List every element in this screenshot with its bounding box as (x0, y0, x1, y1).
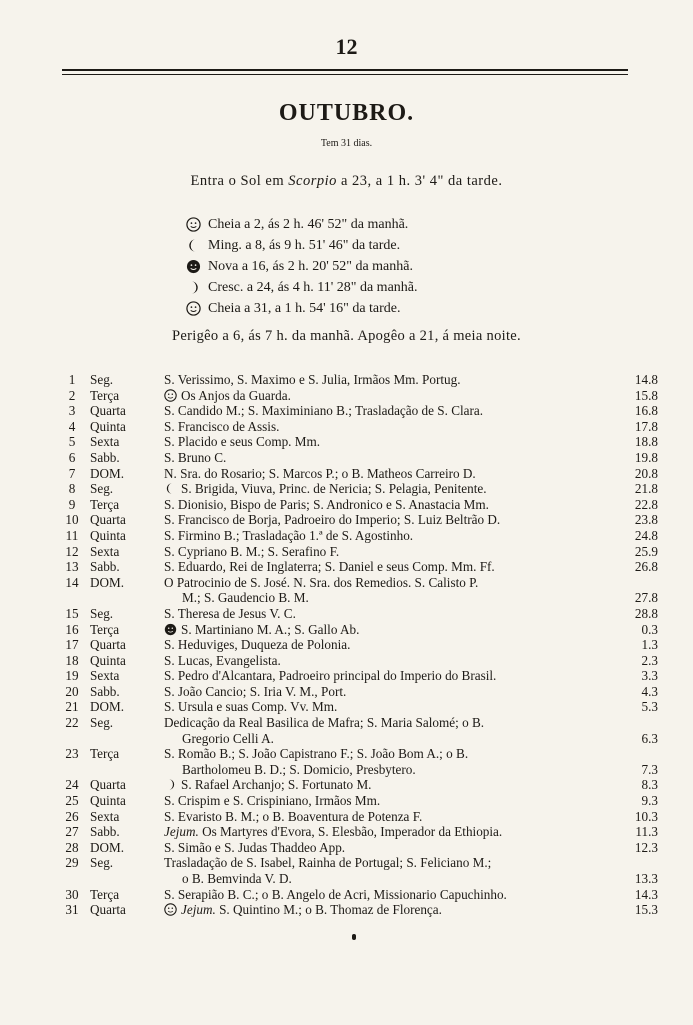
tide-text: 16.8 (634, 403, 658, 419)
saints-text: S. João Cancio; S. Iria V. M., Port. (164, 683, 347, 699)
full-moon-icon (186, 217, 201, 232)
tide-value (608, 372, 658, 388)
calendar-row (58, 559, 658, 575)
saints-entry (160, 684, 608, 700)
weekday: Quarta (90, 403, 126, 419)
saints-line (164, 684, 346, 699)
day-number: 4 (68, 418, 76, 434)
saints-text: M.; S. Gaudencio B. M. (182, 590, 309, 606)
day-number: 18 (65, 652, 79, 668)
weekday: Seg. (90, 481, 114, 497)
moon-phase-row (186, 256, 516, 277)
perigee-apogee: Perigêo a 6, ás 7 h. da manhã. Apogêo a 21, á meia noite. (172, 328, 521, 344)
tide-text: 7.3 (641, 761, 658, 777)
calendar-row (58, 855, 658, 886)
saints-line (164, 512, 500, 527)
tide-value (608, 544, 658, 560)
weekday: Sabb. (90, 449, 120, 465)
tide-value (608, 419, 658, 435)
tide-text: 23.8 (634, 512, 658, 528)
day-number: 20 (65, 683, 79, 699)
saints-text: Trasladação de S. Isabel, Rainha de Portugal; S. Feliciano M.; (164, 855, 492, 871)
day-number: 8 (68, 481, 76, 497)
tide-text: 25.9 (634, 543, 658, 559)
day-number: 2 (68, 387, 76, 403)
saints-line (164, 762, 602, 778)
tide-value (608, 388, 658, 404)
saints-entry (160, 824, 608, 840)
saints-text: S. Heduviges, Duqueza de Polonia. (164, 637, 351, 653)
new-moon-icon (164, 623, 177, 636)
weekday: Terça (90, 496, 120, 512)
calendar-row (58, 497, 658, 513)
sun-entry-suffix: a 23, a 1 h. 3' 4" da tarde. (341, 173, 503, 189)
saints-entry (160, 793, 608, 809)
saints-text: S. Ursula e suas Comp. Vv. Mm. (164, 699, 338, 715)
weekday: Sexta (90, 543, 120, 559)
moon-phase-row (186, 235, 516, 256)
saints-entry (160, 528, 608, 544)
saints-line (164, 668, 496, 683)
calendar-row (58, 653, 658, 669)
tide-text: 6.3 (641, 730, 658, 746)
saints-text: Dedicação da Real Basilica de Mafra; S. Maria Salomé; o B. (164, 715, 485, 731)
day-number: 5 (68, 434, 76, 450)
tide-value (608, 777, 658, 793)
saints-text: S. Francisco de Assis. (164, 418, 280, 434)
calendar-row (58, 528, 658, 544)
weekday: Quinta (90, 793, 126, 809)
weekday: Quinta (90, 418, 126, 434)
full-moon-icon (164, 389, 177, 402)
footer-mark (352, 934, 356, 940)
calendar-row (58, 777, 658, 793)
saints-text: O Patrocinio de S. José. N. Sra. dos Remedios. S. Calisto P. (164, 574, 479, 590)
last-quarter-icon (164, 482, 177, 495)
tide-value (608, 824, 658, 840)
calendar-row (58, 481, 658, 497)
saints-text: S. Bruno C. (164, 449, 227, 465)
saints-entry (160, 622, 608, 638)
saints-entry (160, 809, 608, 825)
weekday: Terça (90, 746, 120, 762)
saints-text: Bartholomeu B. D.; S. Domicio, Presbytero. (182, 761, 416, 777)
tide-value (608, 559, 658, 575)
tide-text: 12.3 (634, 839, 658, 855)
saints-entry (160, 450, 608, 466)
calendar-row (58, 450, 658, 466)
saints-entry (160, 715, 608, 746)
day-number: 9 (68, 496, 76, 512)
saints-entry (160, 653, 608, 669)
calendar-row (58, 544, 658, 560)
saints-line (164, 481, 487, 496)
tide-text: 5.3 (641, 699, 658, 715)
day-number: 13 (65, 559, 79, 575)
tide-text: 14.3 (634, 886, 658, 902)
saints-entry (160, 481, 608, 497)
saints-line (164, 466, 476, 481)
calendar-row (58, 512, 658, 528)
moon-phase-text: Cheia a 2, ás 2 h. 46' 52" da manhã. (208, 217, 409, 232)
calendar-row (58, 746, 658, 777)
tide-value (608, 668, 658, 684)
calendar-row (58, 434, 658, 450)
tide-value (608, 434, 658, 450)
day-number: 22 (65, 715, 79, 731)
tide-value (608, 840, 658, 856)
calendar-row (58, 575, 658, 606)
saints-entry (160, 512, 608, 528)
saints-entry (160, 388, 608, 404)
sun-entry-prefix: Entra o Sol em (190, 173, 285, 189)
weekday: Sexta (90, 668, 120, 684)
saints-line (164, 544, 339, 559)
tide-text: 19.8 (634, 449, 658, 465)
saints-line (164, 887, 507, 902)
saints-line (164, 450, 226, 465)
saints-line (164, 622, 359, 637)
saints-text: S. Romão B.; S. João Capistrano F.; S. João Bom A.; o B. (164, 746, 469, 762)
saints-entry (160, 372, 608, 388)
day-number: 16 (65, 621, 79, 637)
day-number: 17 (65, 637, 79, 653)
calendar-row (58, 466, 658, 482)
saints-line (164, 871, 602, 887)
saints-line (164, 715, 484, 730)
saints-text: S. Rafael Archanjo; S. Fortunato M. (181, 777, 372, 793)
weekday: DOM. (90, 839, 125, 855)
calendar-row (58, 809, 658, 825)
calendar-row (58, 637, 658, 653)
calendar-row (58, 419, 658, 435)
saints-text: Os Martyres d'Evora, S. Elesbão, Imperador da Ethiopia. (202, 824, 503, 840)
tide-text: 13.3 (634, 871, 658, 886)
weekday: Quarta (90, 637, 126, 653)
weekday: DOM. (90, 465, 125, 481)
saints-line (164, 731, 602, 747)
saints-text: o B. Bemvinda V. D. (182, 871, 292, 886)
saints-line (164, 388, 291, 403)
saints-line (164, 746, 468, 761)
weekday: Quarta (90, 902, 126, 918)
day-number: 29 (65, 855, 79, 871)
saints-text: S. Evaristo B. M.; o B. Boaventura de Potenza F. (164, 808, 423, 824)
tide-text: 17.8 (634, 418, 658, 434)
saints-text: S. Brigida, Viuva, Princ. de Nericia; S. Pelagia, Penitente. (181, 481, 487, 497)
weekday: Seg. (90, 372, 114, 387)
day-number: 1 (68, 372, 76, 387)
calendar-row (58, 824, 658, 840)
weekday: Quarta (90, 777, 126, 793)
saints-line (164, 793, 380, 808)
saints-entry (160, 497, 608, 513)
zodiac-sign: Scorpio (288, 173, 337, 189)
day-number: 14 (65, 574, 79, 590)
saints-text: S. Crispim e S. Crispiniano, Irmãos Mm. (164, 793, 381, 809)
weekday: Sexta (90, 434, 120, 450)
saints-text: S. Pedro d'Alcantara, Padroeiro principal do Imperio do Brasil. (164, 668, 497, 684)
tide-value (608, 622, 658, 638)
tide-value (608, 637, 658, 653)
tide-text: 8.3 (641, 777, 658, 793)
tide-value (608, 715, 658, 746)
saints-entry (160, 777, 608, 793)
tide-value (608, 653, 658, 669)
tide-value (608, 809, 658, 825)
tide-text: 1.3 (641, 637, 658, 653)
saints-line (164, 528, 413, 543)
saints-text: Gregorio Celli A. (182, 730, 274, 746)
saints-line (164, 434, 320, 449)
saints-line (164, 699, 337, 714)
saints-entry (160, 544, 608, 560)
weekday: Sexta (90, 808, 120, 824)
tide-text: 2.3 (641, 652, 658, 668)
tide-value (608, 699, 658, 715)
saints-line (164, 497, 489, 512)
tide-text: 4.3 (641, 683, 658, 699)
calendar-row (58, 668, 658, 684)
saints-line (164, 419, 279, 434)
calendar-row (58, 715, 658, 746)
day-number: 11 (65, 527, 79, 543)
calendar-row (58, 902, 658, 918)
tide-text: 15.3 (634, 902, 658, 918)
tide-text: 22.8 (634, 496, 658, 512)
saints-text: S. Francisco de Borja, Padroeiro do Imperio; S. Luiz Beltrão D. (164, 512, 501, 528)
day-number: 19 (65, 668, 79, 684)
weekday: Quinta (90, 527, 126, 543)
weekday: Seg. (90, 855, 114, 871)
saints-entry (160, 434, 608, 450)
tide-value (608, 684, 658, 700)
saints-entry (160, 419, 608, 435)
tide-value (608, 606, 658, 622)
saints-text: S. Simão e S. Judas Thaddeo App. (164, 839, 346, 855)
tide-text: 24.8 (634, 527, 658, 543)
weekday: Sabb. (90, 824, 120, 840)
saints-line (164, 824, 502, 839)
saints-line (164, 606, 296, 621)
saints-entry (160, 668, 608, 684)
saints-entry (160, 637, 608, 653)
tide-text: 28.8 (634, 605, 658, 621)
day-number: 15 (65, 605, 79, 621)
saints-text: S. Theresa de Jesus V. C. (164, 605, 296, 621)
weekday: Terça (90, 621, 120, 637)
days-count: Tem 31 dias. (320, 138, 373, 149)
tide-text: 15.8 (634, 387, 658, 403)
tide-value (608, 403, 658, 419)
day-number: 7 (68, 465, 76, 481)
saints-line (164, 590, 602, 606)
tide-value (608, 528, 658, 544)
tide-value (608, 855, 658, 886)
saints-line (164, 809, 422, 824)
saints-text: S. Dionisio, Bispo de Paris; S. Andronico e S. Anastacia Mm. (164, 496, 489, 512)
calendar-row (58, 388, 658, 404)
calendar-row (58, 684, 658, 700)
calendar-row (58, 403, 658, 419)
moon-phase-row (186, 298, 516, 319)
saints-text: S. Placido e seus Comp. Mm. (164, 434, 321, 450)
saints-text: S. Martiniano M. A.; S. Gallo Ab. (181, 621, 360, 637)
calendar-row (58, 606, 658, 622)
saints-text: S. Candido M.; S. Maximiniano B.; Trasladação de S. Clara. (164, 403, 484, 419)
saints-line (164, 559, 495, 574)
day-number: 21 (65, 699, 79, 715)
tide-text: 26.8 (634, 559, 658, 575)
moon-phase-row (186, 214, 516, 235)
tide-value (608, 512, 658, 528)
saints-text: S. Verissimo, S. Maximo e S. Julia, Irmãos Mm. Portug. (164, 372, 461, 387)
day-number: 24 (65, 777, 79, 793)
saints-line (164, 840, 345, 855)
saints-entry (160, 699, 608, 715)
weekday: Quinta (90, 652, 126, 668)
full-moon-icon (164, 903, 177, 916)
tide-text: 27.8 (634, 590, 658, 606)
saints-line (164, 637, 350, 652)
moon-phase-row (186, 277, 516, 298)
saints-line (164, 653, 281, 668)
new-moon-icon (186, 259, 201, 274)
day-number: 10 (65, 512, 79, 528)
day-number: 23 (65, 746, 79, 762)
day-number: 26 (65, 808, 79, 824)
tide-value (608, 450, 658, 466)
weekday: Terça (90, 387, 120, 403)
calendar-row (58, 840, 658, 856)
saints-line (164, 575, 478, 590)
saints-entry (160, 466, 608, 482)
tide-text: 0.3 (641, 621, 658, 637)
month-title: OUTUBRO. (278, 100, 415, 126)
weekday: Quarta (90, 512, 126, 528)
tide-text: 20.8 (634, 465, 658, 481)
tide-value (608, 902, 658, 918)
saints-line (164, 403, 483, 418)
moon-phase-text: Nova a 16, ás 2 h. 20' 52" da manhã. (208, 259, 413, 274)
tide-value (608, 481, 658, 497)
saints-text: S. Firmino B.; Trasladação 1.ª de S. Agostinho. (164, 527, 414, 543)
saints-entry (160, 887, 608, 903)
weekday: Terça (90, 886, 120, 902)
tide-value (608, 497, 658, 513)
saints-text: N. Sra. do Rosario; S. Marcos P.; o B. Matheos Carreiro D. (164, 465, 476, 481)
saints-entry (160, 606, 608, 622)
weekday: DOM. (90, 699, 125, 715)
calendar-row (58, 372, 658, 388)
first-quarter-icon (164, 778, 177, 791)
tide-text: 9.3 (641, 793, 658, 809)
calendar-row (58, 699, 658, 715)
weekday: Sabb. (90, 683, 120, 699)
day-number: 25 (65, 793, 79, 809)
weekday: Sabb. (90, 559, 120, 575)
day-number: 30 (65, 886, 79, 902)
moon-phase-text: Cheia a 31, a 1 h. 54' 16" da tarde. (208, 301, 401, 316)
page-number: 12 (335, 34, 358, 59)
weekday: DOM. (90, 574, 125, 590)
fasting-label: Jejum. (164, 824, 199, 840)
day-number: 3 (68, 403, 76, 419)
tide-text: 3.3 (641, 668, 658, 684)
saints-text: S. Quintino M.; o B. Thomaz de Florença. (219, 902, 442, 918)
saints-entry (160, 840, 608, 856)
saints-text: S. Serapião B. C.; o B. Angelo de Acri, Missionario Capuchinho. (164, 886, 507, 902)
tide-text: 10.3 (634, 808, 658, 824)
sun-entry (0, 173, 693, 190)
tide-value (608, 746, 658, 777)
saints-entry (160, 575, 608, 606)
calendar-table (58, 372, 658, 918)
tide-value (608, 466, 658, 482)
tide-text: 18.8 (634, 434, 658, 450)
tide-value (608, 887, 658, 903)
day-number: 31 (65, 902, 79, 918)
day-number: 12 (65, 543, 79, 559)
saints-entry (160, 403, 608, 419)
calendar-row (58, 887, 658, 903)
day-number: 27 (65, 824, 79, 840)
saints-entry (160, 902, 608, 918)
weekday: Seg. (90, 605, 114, 621)
moon-phases (186, 214, 516, 319)
saints-entry (160, 746, 608, 777)
first-quarter-icon (186, 280, 201, 295)
moon-phase-text: Cresc. a 24, ás 4 h. 11' 28" da manhã. (208, 280, 418, 295)
calendar-row (58, 793, 658, 809)
saints-line (164, 372, 461, 387)
tide-text: 14.8 (634, 372, 658, 387)
full-moon-icon (186, 301, 201, 316)
header-rule (62, 69, 628, 75)
weekday: Seg. (90, 715, 114, 731)
day-number: 6 (68, 449, 76, 465)
saints-entry (160, 855, 608, 886)
tide-value (608, 793, 658, 809)
tide-value (608, 575, 658, 606)
saints-entry (160, 559, 608, 575)
saints-text: S. Cypriano B. M.; S. Serafino F. (164, 543, 340, 559)
calendar-row (58, 622, 658, 638)
saints-text: S. Eduardo, Rei de Inglaterra; S. Daniel e seus Comp. Mm. Ff. (164, 559, 495, 575)
saints-line (164, 855, 491, 870)
tide-text: 21.8 (634, 481, 658, 497)
saints-line (164, 902, 442, 917)
fasting-label: Jejum. (181, 902, 216, 918)
moon-phase-text: Ming. a 8, ás 9 h. 51' 46" da tarde. (208, 238, 401, 253)
saints-text: Os Anjos da Guarda. (181, 387, 291, 403)
last-quarter-icon (186, 238, 201, 253)
day-number: 28 (65, 839, 79, 855)
tide-text: 11.3 (635, 824, 658, 840)
saints-line (164, 777, 371, 792)
saints-text: S. Lucas, Evangelista. (164, 652, 281, 668)
